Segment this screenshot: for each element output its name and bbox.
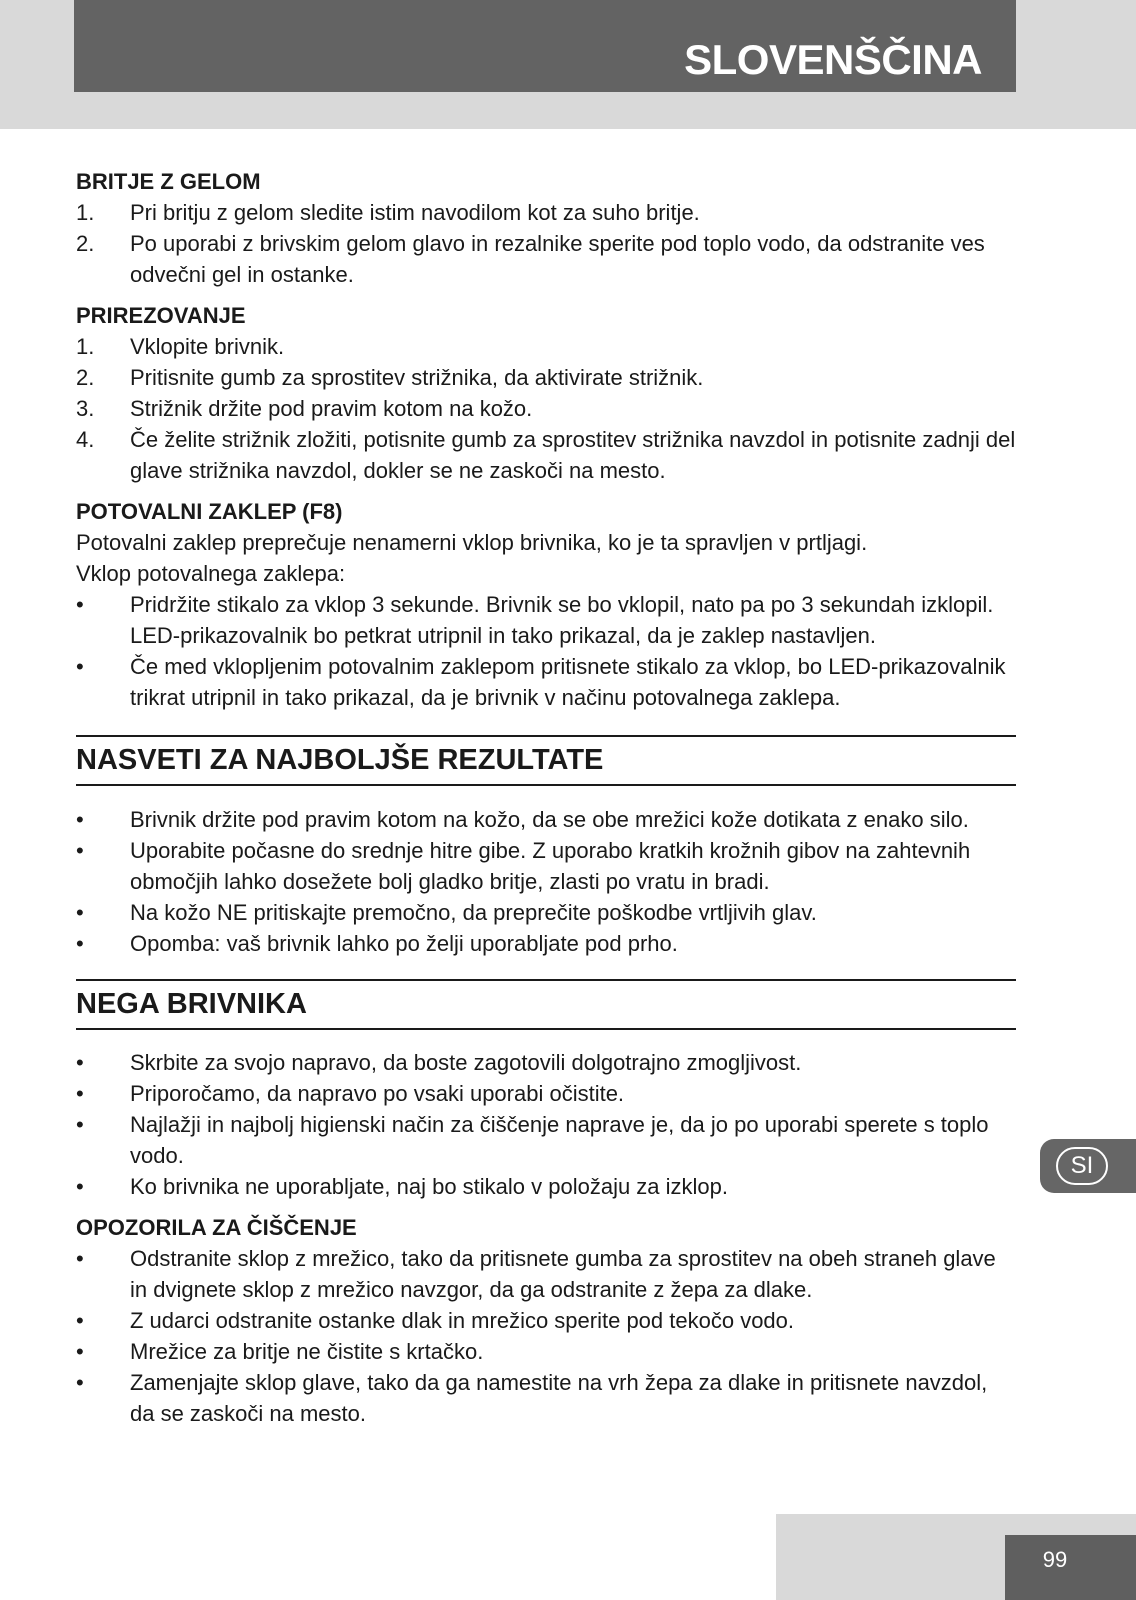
list-number: 1. [76, 200, 95, 225]
language-tab [1040, 1139, 1136, 1193]
page-content [76, 166, 1016, 1429]
list-item [76, 1047, 1016, 1078]
list-item [76, 1078, 1016, 1109]
subheading-cleaning-warnings: OPOZORILA ZA ČIŠČENJE [76, 1215, 357, 1240]
bullet: • [76, 1370, 84, 1395]
list-number: 2. [76, 231, 95, 256]
paragraph: Vklop potovalnega zaklepa: [76, 561, 346, 586]
list-number: 1. [76, 334, 95, 359]
list-item-text: Priporočamo, da napravo po vsaki uporabi očistite. [130, 1081, 625, 1106]
bullet: • [76, 1339, 84, 1364]
list-item-text: Uporabite počasne do srednje hitre gibe. Z uporabo kratkih krožnih gibov na zahtevnih območjih lahko dosežete bolj gladko britje, zlasti po vratu in bradi. [130, 838, 971, 894]
list-item [76, 1243, 1016, 1305]
list-item [76, 1171, 1016, 1202]
list-number: 3. [76, 396, 95, 421]
list-item [76, 651, 1016, 713]
list-item [76, 197, 1016, 228]
section-heading-care: NEGA BRIVNIKA [76, 979, 1016, 1030]
list-item-text: Pridržite stikalo za vklop 3 sekunde. Brivnik se bo vklopil, nato pa po 3 sekundah izklopil. LED-prikazovalnik bo petkrat utripnil in tako prikazal, da je zaklep nastavljen. [130, 592, 994, 648]
page-language-title: SLOVENŠČINA [684, 36, 982, 83]
list-item [76, 1305, 1016, 1336]
list-item-text: Če med vklopljenim potovalnim zaklepom pritisnete stikalo za vklop, bo LED-prikazovalnik trikrat utripnil in tako prikazal, da je brivnik v načinu potovalnega zaklepa. [130, 654, 1006, 710]
subheading-travel-lock: POTOVALNI ZAKLEP (F8) [76, 499, 343, 524]
list-item [76, 331, 1016, 362]
list-item [76, 424, 1016, 486]
list-item [76, 1336, 1016, 1367]
paragraph: Potovalni zaklep preprečuje nenamerni vklop brivnika, ko je ta spravljen v prtljagi. [76, 530, 868, 555]
list-item-text: Najlažji in najbolj higienski način za čiščenje naprave je, da jo po uporabi sperete s toplo vodo. [130, 1112, 989, 1168]
list-item-text: Skrbite za svojo napravo, da boste zagotovili dolgotrajno zmogljivost. [130, 1050, 802, 1075]
list-number: 4. [76, 427, 95, 452]
list-item-text: Ko brivnika ne uporabljate, naj bo stikalo v položaju za izklop. [130, 1174, 729, 1199]
list-item-text: Odstranite sklop z mrežico, tako da pritisnete gumba za sprostitev na obeh straneh glave in dvignete sklop z mrežico navzgor, da ga odstranite z žepa za dlake. [130, 1246, 996, 1302]
list-item [76, 228, 1016, 290]
list-item-text: Pritisnite gumb za sprostitev strižnika, da aktivirate strižnik. [130, 365, 704, 390]
list-item [76, 897, 1016, 928]
list-item [76, 835, 1016, 897]
list-item [76, 804, 1016, 835]
subheading-trimming: PRIREZOVANJE [76, 303, 246, 328]
list-item-text: Mrežice za britje ne čistite s krtačko. [130, 1339, 484, 1364]
bullet: • [76, 1174, 84, 1199]
list-item-text: Pri britju z gelom sledite istim navodilom kot za suho britje. [130, 200, 700, 225]
page-number-box [1005, 1535, 1136, 1600]
subheading-gel-shaving: BRITJE Z GELOM [76, 169, 261, 194]
bullet: • [76, 1050, 84, 1075]
bullet: • [76, 1112, 84, 1137]
section-heading-tips: NASVETI ZA NAJBOLJŠE REZULTATE [76, 735, 1016, 786]
bullet: • [76, 1308, 84, 1333]
list-item-text: Zamenjajte sklop glave, tako da ga namestite na vrh žepa za dlake in pritisnete navzdol, da se zaskoči na mesto. [130, 1370, 988, 1426]
list-number: 2. [76, 365, 95, 390]
list-item-text: Brivnik držite pod pravim kotom na kožo, da se obe mrežici kože dotikata z enako silo. [130, 807, 969, 832]
list-item [76, 393, 1016, 424]
bullet: • [76, 1081, 84, 1106]
bullet: • [76, 900, 84, 925]
bullet: • [76, 838, 84, 863]
header-box [74, 0, 1016, 92]
list-item-text: Na kožo NE pritiskajte premočno, da preprečite poškodbe vrtljivih glav. [130, 900, 817, 925]
language-code-badge: SI [1056, 1147, 1108, 1185]
list-item-text: Po uporabi z brivskim gelom glavo in rezalnike sperite pod toplo vodo, da odstranite ves odvečni gel in ostanke. [130, 231, 985, 287]
bullet: • [76, 931, 84, 956]
list-item-text: Vklopite brivnik. [130, 334, 285, 359]
list-item-text: Opomba: vaš brivnik lahko po želji uporabljate pod prho. [130, 931, 678, 956]
list-item-text: Strižnik držite pod pravim kotom na kožo. [130, 396, 533, 421]
bullet: • [76, 1246, 84, 1271]
bullet: • [76, 654, 84, 679]
list-item-text: Z udarci odstranite ostanke dlak in mrežico sperite pod tekočo vodo. [130, 1308, 795, 1333]
list-item [76, 589, 1016, 651]
bullet: • [76, 807, 84, 832]
bullet: • [76, 592, 84, 617]
list-item [76, 362, 1016, 393]
list-item-text: Če želite strižnik zložiti, potisnite gumb za sprostitev strižnika navzdol in potisnite zadnji del glave strižnika navzdol, dokler se ne zaskoči na mesto. [130, 427, 1016, 483]
list-item [76, 1109, 1016, 1171]
list-item [76, 1367, 1016, 1429]
page-number: 99 [1042, 1547, 1068, 1572]
list-item [76, 928, 1016, 959]
